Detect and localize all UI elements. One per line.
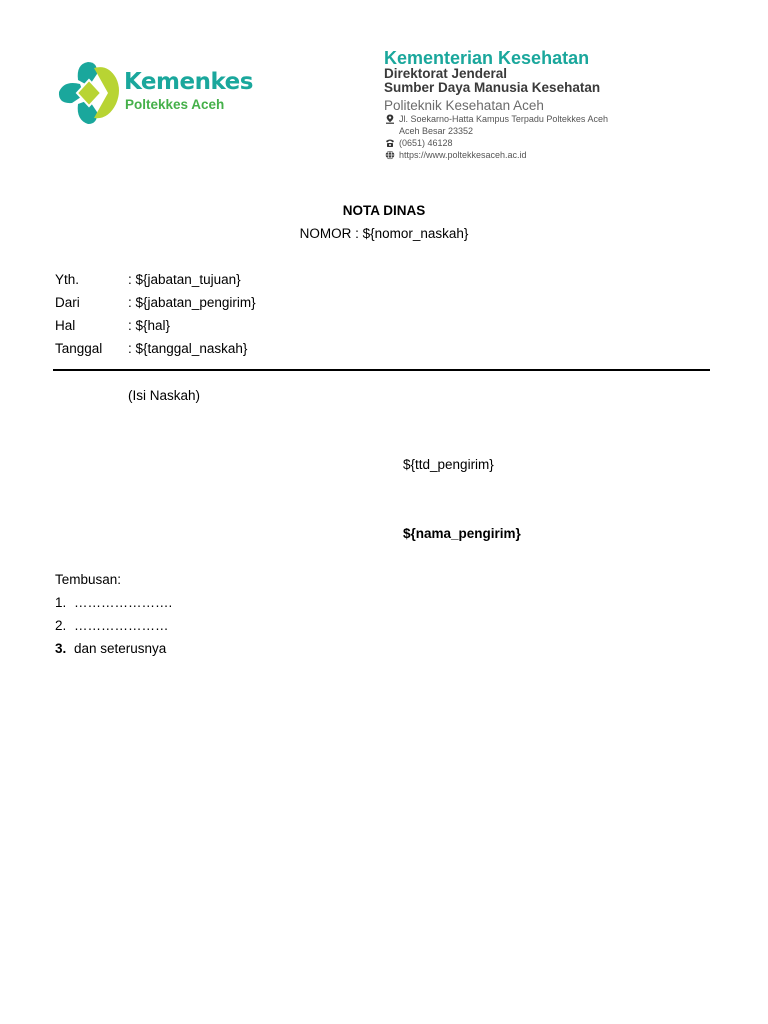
document-number: NOMOR : ${nomor_naskah}	[299, 226, 469, 241]
directorate-line-1: Direktorat Jenderal	[384, 66, 508, 81]
cc-item-number: 2.	[55, 618, 67, 633]
field-value-yth: : ${jabatan_tujuan}	[128, 272, 241, 287]
signature-placeholder: ${ttd_pengirim}	[403, 457, 494, 472]
cc-item-text: dan seterusnya	[74, 641, 167, 656]
cc-item-number: 1.	[55, 595, 67, 610]
institution-name: Politeknik Kesehatan Aceh	[384, 98, 544, 113]
globe-icon	[385, 150, 395, 160]
directorate-line-2: Sumber Daya Manusia Kesehatan	[384, 80, 601, 95]
field-value-hal: : ${hal}	[128, 318, 171, 333]
signer-name: ${nama_pengirim}	[403, 526, 521, 541]
ministry-name: Kementerian Kesehatan	[384, 48, 590, 68]
field-value-dari: : ${jabatan_pengirim}	[128, 295, 256, 310]
cc-item-text: ………………….	[74, 595, 173, 610]
location-pin-icon	[385, 114, 395, 124]
cc-item-text: …………………	[74, 618, 169, 633]
document-title: NOTA DINAS	[342, 203, 426, 218]
header-divider	[53, 369, 710, 371]
cc-heading: Tembusan:	[55, 572, 122, 587]
kemenkes-logo-icon	[56, 60, 122, 126]
field-value-tanggal: : ${tanggal_naskah}	[128, 341, 248, 356]
field-label-hal: Hal	[55, 318, 76, 333]
logo-brand-text: Kemenkes	[124, 69, 253, 95]
field-label-yth: Yth.	[55, 272, 80, 287]
phone-icon	[385, 138, 395, 148]
field-label-tanggal: Tanggal	[55, 341, 103, 356]
address-line-1: Jl. Soekarno-Hatta Kampus Terpadu Poltekkes Aceh	[399, 114, 608, 124]
address-line-2: Aceh Besar 23352	[399, 126, 474, 136]
website-url: https://www.poltekkesaceh.ac.id	[399, 150, 527, 160]
phone-number: (0651) 46128	[399, 138, 453, 148]
logo-sub-text: Poltekkes Aceh	[125, 97, 225, 112]
cc-item-number: 3.	[55, 641, 67, 656]
field-label-dari: Dari	[55, 295, 80, 310]
body-content: (Isi Naskah)	[128, 388, 201, 403]
